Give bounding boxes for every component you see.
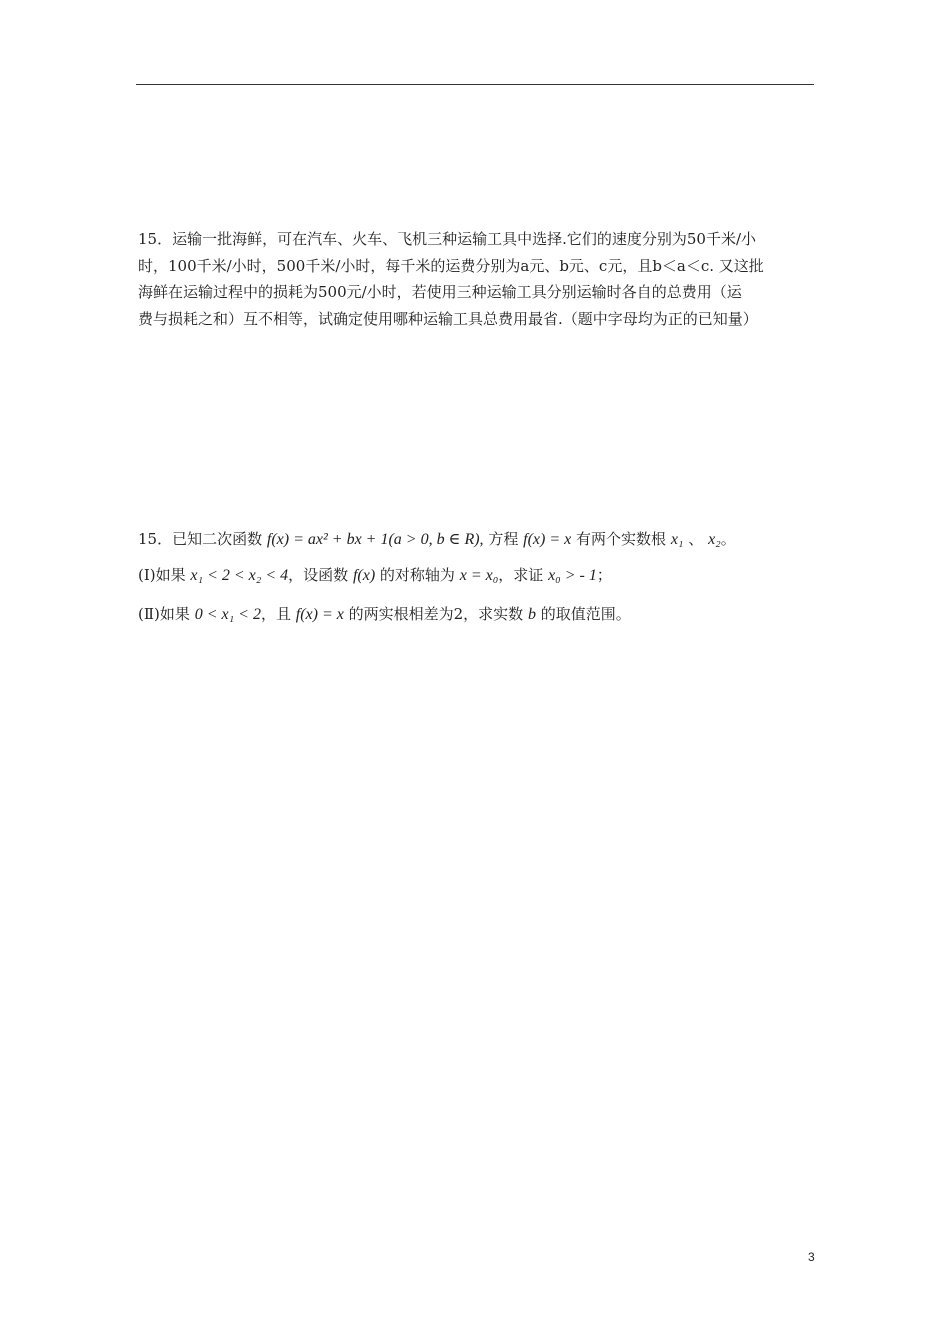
page-number: 3 [808,1250,815,1264]
part-1-condition: x₁ < 2 < x₂ < 4 [190,566,289,584]
part-1-line [138,562,818,590]
problem-line: 15．运输一批海鲜，可在汽车、火车、飞机三种运输工具中选择.它们的速度分别为50千米/小 [138,230,756,248]
function-f: f(x) [352,566,376,584]
problem-line: 海鲜在运输过程中的损耗为500元/小时，若使用三种运输工具分别运输时各自的总费用（运 [138,283,742,301]
part-2-text: 的取值范围。 [540,605,631,623]
problem-15-transport [138,226,818,332]
problem-15-quadratic [138,526,818,629]
part-1-text: ，求证 [498,565,544,584]
part-1-label: (Ⅰ)如果 [138,565,186,584]
semicolon: ； [596,565,612,584]
problem-line: 时，100千米/小时，500千米/小时，每千米的运费分别为a元、b元、c元，且b＜a＜c. 又这批 [138,256,764,275]
part-2-text: 的两实根相差为2，求实数 [348,605,524,623]
part-2-condition: 0 < x₁ < 2 [194,606,261,623]
equation-label: 方程 [488,530,519,548]
symmetry-axis: x = x₀ [459,566,499,584]
intro-text: 15．已知二次函数 [138,530,263,548]
part-2-line [138,601,818,629]
problem-intro-line [138,526,818,554]
claim: x₀ > - 1 [548,566,597,584]
problem-line: 费与损耗之和）互不相等，试确定使用哪种运输工具总费用最省.（题中字母均为正的已知量） [138,309,758,328]
part-2-text: ，且 [260,605,291,623]
period: 。 [720,530,736,548]
part-1-text: ，设函数 [288,565,349,584]
root-x1: x₁ [670,531,684,548]
part-2-label: (Ⅱ)如果 [138,605,190,623]
roots-text: 有两个实数根 [576,530,667,548]
part-1-text: 的对称轴为 [379,565,455,584]
equation: f(x) = x [295,606,344,623]
equation: f(x) = x [523,531,572,548]
separator: 、 [688,530,704,548]
variable-b: b [527,606,536,623]
function-definition: f(x) = ax² + bx + 1(a > 0, b ∈ R), [266,531,484,548]
header-rule [136,84,814,85]
root-x2: x₂ [708,531,721,548]
